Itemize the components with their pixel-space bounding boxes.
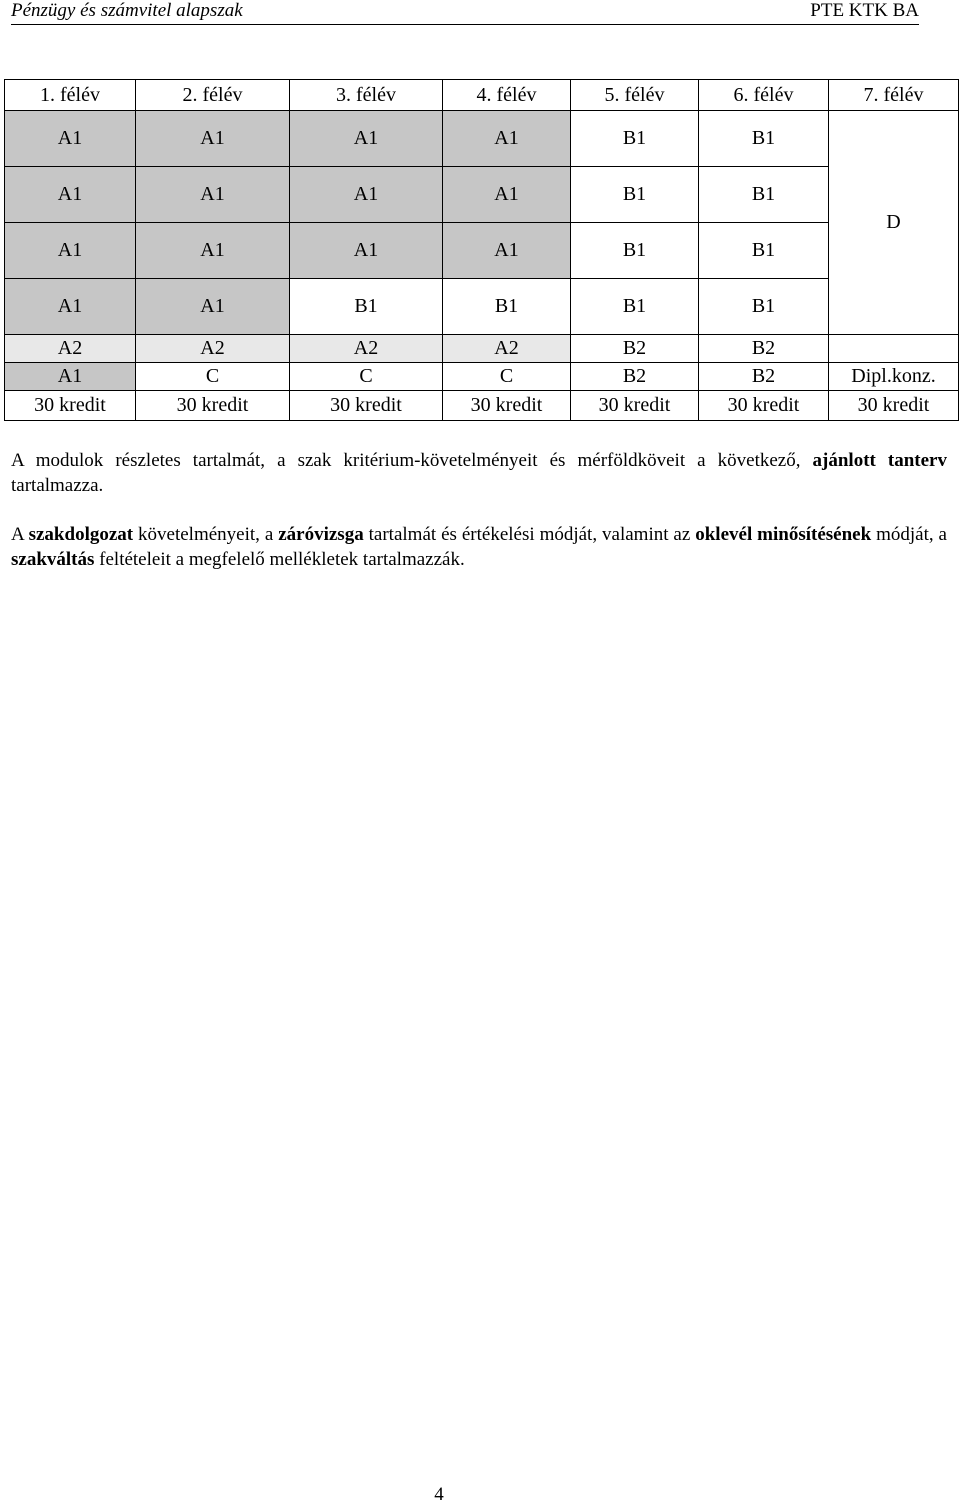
paragraph-text: tartalmát és értékelési módját, valamint az (363, 524, 696, 545)
table-row (5, 363, 959, 391)
table-cell: C (443, 363, 571, 391)
table-cell: A1 (136, 167, 290, 223)
table-cell: Dipl.konz. (829, 363, 959, 391)
table-cell: A1 (5, 279, 136, 335)
table-cell: B1 (699, 279, 829, 335)
paragraph-text: A (11, 524, 29, 545)
table-cell: A2 (5, 335, 136, 363)
paragraph-text: feltételeit a megfelelő mellékletek tartalmazzák. (94, 549, 465, 570)
credits-row (5, 391, 959, 421)
table-cell: B1 (699, 223, 829, 279)
column-header: 6. félév (699, 80, 829, 111)
table-cell: A1 (5, 111, 136, 167)
table-row (5, 335, 959, 363)
table-cell: A1 (290, 111, 443, 167)
credit-cell: 30 kredit (136, 391, 290, 421)
column-header: 5. félév (571, 80, 699, 111)
paragraph-text: A modulok részletes tartalmát, a szak kritérium-követelményeit és mérföldköveit a következő, (11, 450, 813, 471)
table-cell: B1 (571, 111, 699, 167)
table-cell: A1 (443, 223, 571, 279)
paragraph-thesis (11, 522, 947, 572)
curriculum-table (4, 79, 959, 421)
table-cell: C (290, 363, 443, 391)
page-number: 4 (434, 1484, 444, 1505)
table-cell: A1 (443, 111, 571, 167)
table-cell: A1 (5, 363, 136, 391)
table-row (5, 279, 959, 335)
table-cell: A1 (5, 223, 136, 279)
credit-cell: 30 kredit (5, 391, 136, 421)
table-row (5, 167, 959, 223)
table-cell: A1 (443, 167, 571, 223)
credit-cell: 30 kredit (290, 391, 443, 421)
table-cell: A2 (136, 335, 290, 363)
column-header: 3. félév (290, 80, 443, 111)
column-header: 4. félév (443, 80, 571, 111)
table-cell: A1 (136, 111, 290, 167)
table-cell: A1 (290, 167, 443, 223)
table-cell: B1 (290, 279, 443, 335)
table-cell: A2 (443, 335, 571, 363)
column-header: 2. félév (136, 80, 290, 111)
table-header-row (5, 80, 959, 111)
paragraph-bold: oklevél minősítésének (695, 524, 872, 545)
table-cell: B2 (571, 335, 699, 363)
table-cell: A1 (136, 223, 290, 279)
table-row (5, 111, 959, 167)
table-cell: C (136, 363, 290, 391)
table-cell: B1 (571, 279, 699, 335)
table-cell: A1 (5, 167, 136, 223)
paragraph-bold: szakdolgozat (28, 524, 134, 545)
table-cell: B1 (571, 167, 699, 223)
column-header: 1. félév (5, 80, 136, 111)
table-cell: B2 (571, 363, 699, 391)
credit-cell: 30 kredit (443, 391, 571, 421)
paragraph-bold: záróvizsga (278, 524, 364, 545)
paragraph-text: követelményeit, a (133, 524, 279, 545)
page-header (11, 0, 919, 25)
paragraph-text: tartalmazza. (11, 475, 104, 496)
table-cell: A1 (136, 279, 290, 335)
table-cell: B1 (699, 111, 829, 167)
paragraph-modules (11, 448, 947, 498)
merged-cell-d: D (829, 111, 959, 335)
paragraph-bold: ajánlott tanterv (812, 450, 947, 471)
table-cell (829, 335, 959, 363)
credit-cell: 30 kredit (829, 391, 959, 421)
paragraph-text: módját, a (871, 524, 947, 545)
credit-cell: 30 kredit (571, 391, 699, 421)
table-row (5, 223, 959, 279)
paragraph-bold: szakváltás (11, 549, 95, 570)
table-cell: B1 (571, 223, 699, 279)
table-cell: A2 (290, 335, 443, 363)
table-cell: B1 (443, 279, 571, 335)
table-cell: B2 (699, 335, 829, 363)
header-title: Pénzügy és számvitel alapszak (11, 0, 243, 21)
column-header: 7. félév (829, 80, 959, 111)
credit-cell: 30 kredit (699, 391, 829, 421)
header-institution: PTE KTK BA (810, 0, 919, 21)
table-cell: B2 (699, 363, 829, 391)
table-cell: B1 (699, 167, 829, 223)
table-cell: A1 (290, 223, 443, 279)
